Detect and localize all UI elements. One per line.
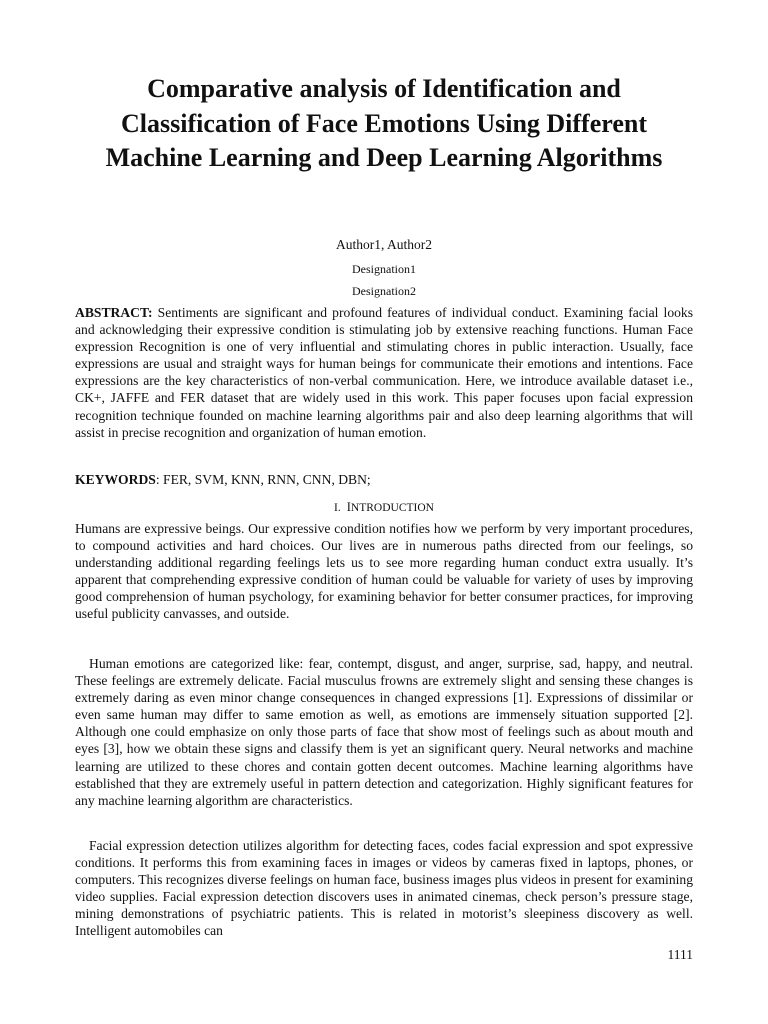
body-paragraph: Human emotions are categorized like: fear, contempt, disgust, and anger, surprise, sad, happy, and neutral. These feelings are extremely delicate. Facial musculus frowns are extremely slight and sensing these changes is extremely daring as even minor change consequences in changed expressions [1]. Expressions of dissimilar or even same human may differ to same emotion as well, as emotions are immensely situation supported [2]. Although one could emphasize on only those parts of face that show most of feelings such as about mouth and eyes [3], how we obtain these signs and classify them is yet an significant query. Neural networks and machine learning are utilized to these chores and contain gotten decent outcomes. Machine learning algorithms have established that they are extremely useful in pattern detection and categorization. Highly significant features for any machine learning algorithm are characteristics. [75, 656, 693, 808]
abstract-text: Sentiments are significant and profound features of individual conduct. Examining facial looks and acknowledging their expressive condition is stimulating job by extensive reaching functions. Human Face expression Recognition is one of very influential and stimulating chores in public interaction. Usually, face expressions are usual and straight ways for human beings for communicate their emotions and intentions. Face expressions are the key characteristics of non-verbal communication. Here, we introduce available dataset i.e., CK+, JAFFE and FER dataset that are widely used in this work. This paper focuses upon facial expression recognition technique founded on machine learning algorithms pair and also deep learning algorithms that will assist in precise recognition and organization of human emotion. [75, 305, 693, 440]
paper-title: Comparative analysis of Identification and Classification of Face Emotions Using Different Machine Learning and Deep Learning Algorithms [105, 74, 663, 172]
page-number: 1111 [667, 947, 693, 962]
author-designation-2: Designation2 [352, 284, 416, 298]
body-paragraph: Humans are expressive beings. Our expressive condition notifies how we perform by very important procedures, to compound activities and hard choices. Our lives are in numerous paths directed from our feelings, so understanding additional regarding feelings lets us to see more regarding human conduct extra usually. It’s apparent that comprehending expressive condition of human could be valuable for variety of uses by improving good comprehension of human psychology, for examining behavior for better consumer practices, for improving useful publicity canvasses, and outside. [75, 521, 693, 622]
section-heading-introduction [75, 500, 693, 515]
keywords-text: : FER, SVM, KNN, RNN, CNN, DBN; [155, 472, 371, 487]
keywords-label: KEYWORDS [75, 472, 156, 487]
body-paragraph: Facial expression detection utilizes algorithm for detecting faces, codes facial expression and spot expressive conditions. It performs this from examining faces in images or videos by cameras fixed in laptops, phones, or computers. This recognizes diverse feelings on human face, business images plus videos in present for examining video supplies. Facial expression detection discovers uses in animated cinemas, check person’s pressure stage, mining demonstrations of psychiatric patients. This is related in motorist’s sleepiness discovery as well. Intelligent automobiles can [75, 838, 693, 939]
section-number: I. [334, 502, 341, 514]
author-names: Author1, Author2 [336, 237, 432, 252]
abstract-label: ABSTRACT: [75, 305, 153, 320]
author-designation-1: Designation1 [352, 262, 416, 276]
section-heading-initial: I [346, 500, 351, 514]
paper-page [75, 0, 693, 1024]
keywords [75, 471, 693, 488]
abstract [75, 304, 693, 441]
section-heading-rest: NTRODUCTION [350, 502, 434, 514]
